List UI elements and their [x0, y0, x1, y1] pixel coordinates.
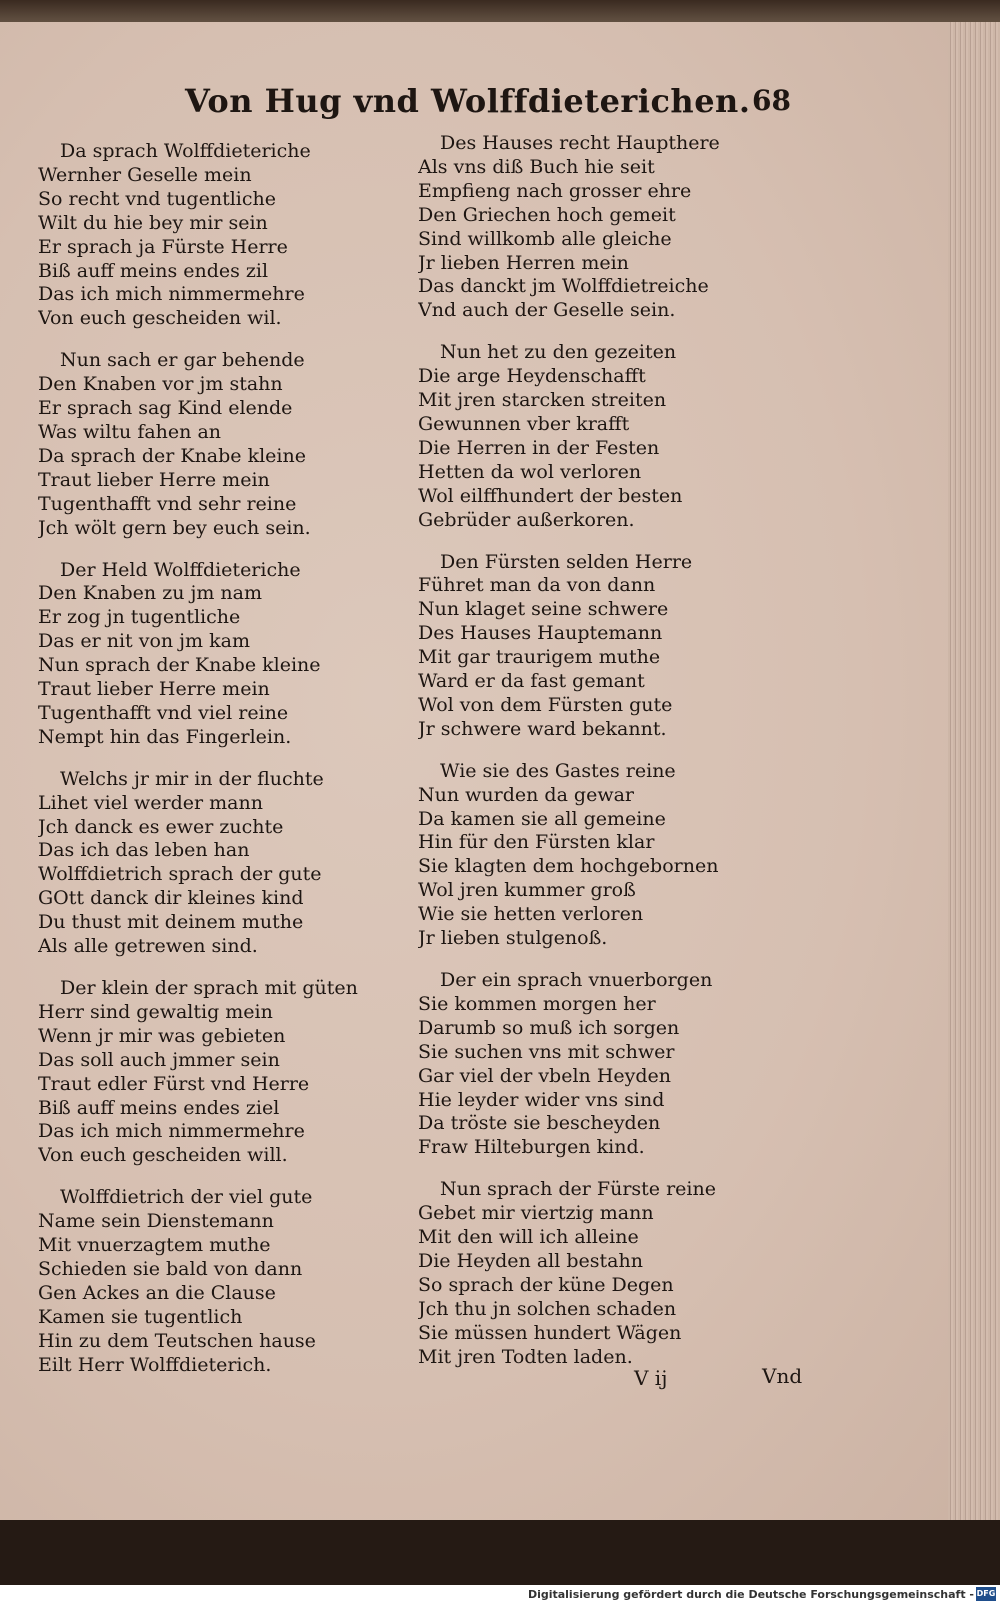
verse-line: Jr lieben stulgenoß.: [418, 927, 608, 950]
verse-line: Er zog jn tugentliche: [38, 606, 241, 629]
verse-line: Eilt Herr Wolffdieterich.: [38, 1353, 272, 1376]
verse-line: Mit jren Todten laden.: [418, 1345, 633, 1368]
verse-line: Der klein der sprach mit güten: [60, 977, 358, 999]
verse-line: Was wiltu fahen an: [38, 420, 222, 443]
verse-line: Sind willkomb alle gleiche: [418, 227, 672, 250]
verse-line: Nun sprach der Fürste reine: [440, 1178, 716, 1201]
verse-line: Nun wurden da gewar: [418, 783, 635, 806]
verse-line: Jch wölt gern bey euch sein.: [38, 516, 311, 539]
verse-line: Kamen sie tugentlich: [38, 1305, 243, 1328]
stanza: [38, 1186, 378, 1377]
verse-line: GOtt danck dir kleines kind: [38, 887, 304, 910]
verse-line: Gar viel der vbeln Heyden: [418, 1064, 672, 1087]
verse-line: Mit gar traurigem muthe: [418, 646, 661, 669]
stanza: [38, 559, 378, 750]
verse-line: Welchs jr mir in der fluchte: [60, 767, 324, 790]
verse-line: Ward er da fast gemant: [418, 670, 645, 693]
verse-line: Da kamen sie all gemeine: [418, 807, 666, 830]
running-title: Von Hug vnd Wolffdieterichen.: [185, 82, 751, 120]
verse-line: Wernher Geselle mein: [38, 163, 252, 186]
verse-line: Jr lieben Herren mein: [418, 251, 629, 274]
verse-line: Das ich das leben han: [38, 839, 250, 862]
verse-line: Der ein sprach vnuerborgen: [440, 969, 713, 991]
signature-mark: V ij: [634, 1366, 668, 1390]
verse-line: Wol eilffhundert der besten: [418, 484, 683, 507]
verse-line: Jr schwere ward bekannt.: [418, 717, 667, 740]
verse-line: Traut lieber Herre mein: [38, 468, 270, 491]
stanza: [38, 768, 378, 959]
catchword: Vnd: [762, 1364, 803, 1388]
verse-line: Da tröste sie bescheyden: [418, 1112, 661, 1135]
verse-line: Gewunnen vber krafft: [418, 412, 630, 435]
page-edges: [948, 22, 1000, 1520]
verse-line: Als alle getrewen sind.: [38, 935, 258, 958]
verse-line: Von euch gescheiden will.: [38, 1144, 288, 1167]
verse-line: Nun sprach der Knabe kleine: [38, 654, 321, 677]
verse-line: Wol von dem Fürsten gute: [418, 693, 673, 716]
verse-line: Da sprach der Knabe kleine: [38, 444, 306, 467]
dfg-logo: DFG: [976, 1587, 996, 1601]
verse-line: Name sein Dienstemann: [38, 1210, 274, 1233]
digitization-credit: Digitalisierung gefördert durch die Deutsche Forschungsgemeinschaft -: [527, 1588, 974, 1601]
verse-line: Darumb so muß ich sorgen: [418, 1016, 680, 1039]
verse-line: Den Griechen hoch gemeit: [418, 203, 676, 226]
verse-line: Hetten da wol verloren: [418, 460, 642, 483]
verse-line: Den Knaben zu jm nam: [38, 582, 263, 605]
verse-line: Da sprach Wolffdieteriche: [60, 140, 311, 162]
verse-line: Wie sie des Gastes reine: [440, 759, 676, 782]
left-column: [38, 140, 378, 1396]
verse-line: Sie suchen vns mit schwer: [418, 1040, 675, 1063]
verse-line: Er sprach sag Kind elende: [38, 397, 293, 420]
verse-line: Traut edler Fürst vnd Herre: [38, 1072, 310, 1095]
verse-line: Biß auff meins endes zil: [38, 259, 269, 282]
stanza: [418, 341, 758, 532]
stanza: [418, 132, 758, 323]
verse-line: Gebrüder außerkoren.: [418, 508, 635, 531]
verse-line: Nempt hin das Fingerlein.: [38, 725, 292, 748]
verse-line: Führet man da von dann: [418, 574, 656, 597]
verse-line: Als vns diß Buch hie seit: [418, 155, 655, 178]
verse-line: Wol jren kummer groß: [418, 879, 636, 902]
stanza: [418, 1178, 758, 1369]
verse-line: Des Hauses recht Haupthere: [440, 132, 720, 154]
verse-line: Die Heyden all bestahn: [418, 1249, 643, 1272]
verse-line: Den Fürsten selden Herre: [440, 550, 693, 573]
verse-line: Fraw Hilteburgen kind.: [418, 1136, 645, 1159]
verse-line: Wie sie hetten verloren: [418, 903, 644, 926]
page-number: 68: [752, 84, 791, 117]
verse-line: Lihet viel werder mann: [38, 791, 263, 814]
right-column: [418, 132, 758, 1388]
verse-line: Jch thu jn solchen schaden: [418, 1297, 677, 1320]
verse-line: Du thust mit deinem muthe: [38, 911, 304, 934]
verse-line: Das ich mich nimmermehre: [38, 283, 305, 306]
verse-line: Er sprach ja Fürste Herre: [38, 235, 288, 258]
verse-line: Das er nit von jm kam: [38, 630, 250, 653]
verse-line: Sie klagten dem hochgebornen: [418, 855, 719, 878]
verse-line: Mit vnuerzagtem muthe: [38, 1234, 271, 1257]
verse-line: Wolffdietrich sprach der gute: [38, 863, 322, 886]
verse-line: Empfieng nach grosser ehre: [418, 179, 692, 202]
verse-line: Schieden sie bald von dann: [38, 1257, 303, 1280]
verse-line: Den Knaben vor jm stahn: [38, 373, 283, 396]
verse-line: So sprach der küne Degen: [418, 1273, 674, 1296]
verse-line: Wilt du hie bey mir sein: [38, 211, 268, 234]
verse-line: Traut lieber Herre mein: [38, 678, 270, 701]
verse-line: Sie müssen hundert Wägen: [418, 1321, 682, 1344]
verse-line: Jch danck es ewer zuchte: [38, 815, 284, 838]
verse-line: Vnd auch der Geselle sein.: [418, 299, 676, 322]
verse-line: Mit jren starcken streiten: [418, 389, 667, 412]
verse-line: Die Herren in der Festen: [418, 436, 660, 459]
verse-line: Von euch gescheiden wil.: [38, 307, 282, 330]
verse-line: Sie kommen morgen her: [418, 992, 656, 1015]
verse-line: Hie leyder wider vns sind: [418, 1088, 665, 1111]
verse-line: Gebet mir viertzig mann: [418, 1202, 654, 1225]
verse-line: Hin zu dem Teutschen hause: [38, 1329, 316, 1352]
verse-line: Des Hauses Hauptemann: [418, 622, 663, 645]
verse-line: Biß auff meins endes ziel: [38, 1096, 280, 1119]
verse-line: Wenn jr mir was gebieten: [38, 1024, 286, 1047]
verse-line: Das ich mich nimmermehre: [38, 1120, 305, 1143]
verse-line: Das danckt jm Wolffdietreiche: [418, 275, 709, 298]
verse-line: Herr sind gewaltig mein: [38, 1000, 273, 1023]
verse-line: Nun het zu den gezeiten: [440, 341, 677, 364]
verse-line: Nun klaget seine schwere: [418, 598, 669, 621]
stanza: [38, 349, 378, 540]
verse-line: Nun sach er gar behende: [60, 349, 305, 372]
verse-line: Gen Ackes an die Clause: [38, 1281, 276, 1304]
verse-line: Mit den will ich alleine: [418, 1226, 639, 1249]
verse-line: Tugenthafft vnd sehr reine: [38, 492, 297, 515]
stanza: [38, 140, 378, 331]
verse-line: Tugenthafft vnd viel reine: [38, 701, 289, 724]
verse-line: So recht vnd tugentliche: [38, 187, 276, 210]
verse-line: Der Held Wolffdieteriche: [60, 558, 301, 581]
verse-line: Die arge Heydenschafft: [418, 365, 646, 388]
stanza: [418, 969, 758, 1160]
stanza: [418, 551, 758, 742]
stanza: [418, 760, 758, 951]
verse-line: Wolffdietrich der viel gute: [60, 1186, 313, 1209]
verse-line: Das soll auch jmmer sein: [38, 1048, 280, 1071]
stanza: [38, 977, 378, 1168]
verse-line: Hin für den Fürsten klar: [418, 831, 655, 854]
